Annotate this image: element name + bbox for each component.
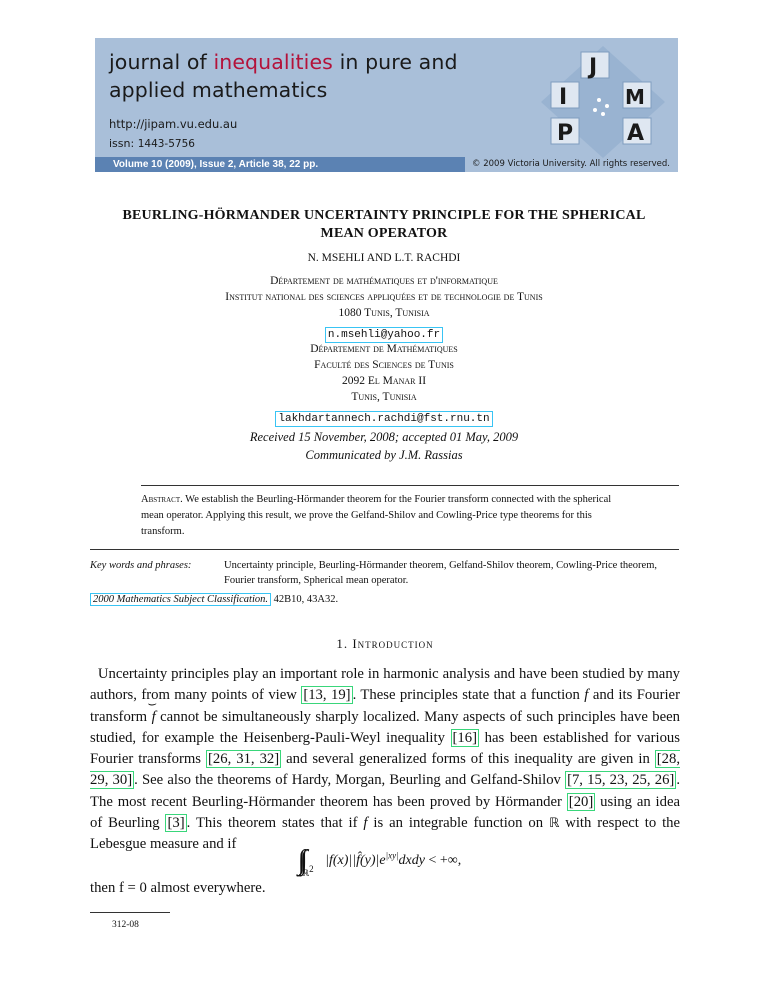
citation-link[interactable]: [3] bbox=[167, 815, 185, 832]
msc-link[interactable]: 2000 Mathematics Subject Classification. bbox=[90, 593, 271, 606]
abstract bbox=[141, 492, 631, 540]
affiliation-2-line: Département de Mathématiques bbox=[310, 343, 458, 355]
affiliation-2-line: Tunis, Tunisia bbox=[351, 391, 417, 403]
conclusion-line: then f = 0 almost everywhere. bbox=[90, 880, 266, 896]
citation-link[interactable]: [7, 15, 23, 25, 26] bbox=[567, 772, 675, 789]
jipam-logo bbox=[537, 44, 669, 160]
affiliation-1 bbox=[100, 273, 668, 343]
logo-letter-i: I bbox=[559, 85, 568, 110]
logo-letter-j: J bbox=[589, 55, 598, 80]
keywords-text: Uncertainty principle, Beurling-Hörmander theorem, Gelfand-Shilov theorem, Cowling-Price theorem, Fourier transform, Spherical mean operator. bbox=[224, 560, 657, 586]
journal-title-accent: inequalities bbox=[213, 50, 333, 74]
affiliation-2 bbox=[100, 341, 668, 427]
display-equation: $_{ℝ^2}$ $|f(x)||f̂(y)|e^{|xy|}dxdy$ < +∞, bbox=[302, 850, 462, 879]
volume-info: Volume 10 (2009), Issue 2, Article 38, 22 pp. bbox=[113, 159, 319, 170]
msc-codes: 42B10, 43A32. bbox=[273, 594, 339, 605]
keywords-label: Key words and phrases: bbox=[90, 560, 192, 571]
logo-letter-a: A bbox=[627, 121, 645, 146]
abstract-text: We establish the Beurling-Hörmander theorem for the Fourier transform connected with the spherical mean operator. Applying this result, we prove the Gelfand-Shilov and Cowling-Price type theorems for this transform. bbox=[141, 494, 612, 537]
citation-link[interactable]: [28, 29, 30] bbox=[90, 751, 681, 789]
footnote-rule bbox=[90, 912, 170, 913]
abstract-top-rule bbox=[141, 485, 679, 486]
introduction-paragraph: Uncertainty principles play an important role in harmonic analysis and have been studied by many authors, from many points of view [13, 19] . These principles state that a function f and its Fourier transform ⌢ f cannot be simultaneously sharply localized. Many aspects of such principles have been studied, for example the Heisenberg-Pauli-Weyl inequality [16] has been established for various Fourier transforms [26, 31, 32] and several generalized forms of this inequality are given in [28, 29, 30] . See also the theorems of Hardy, Morgan, Beurling and Gelfand-Shilov [7, 15, 23, 25, 26] . The most recent Beurling-Hörmander theorem has been proved by Hörmander [20] using an idea of Beurling [3] . This theorem states that if f is an integrable function on ℝ with respect to the Lebesgue measure and if bbox=[90, 664, 680, 856]
abstract-label: Abstract. bbox=[141, 494, 183, 505]
logo-letter-p: P bbox=[557, 121, 574, 146]
footnote-number: 312-08 bbox=[112, 920, 139, 930]
journal-url[interactable]: http://jipam.vu.edu.au bbox=[109, 117, 238, 131]
email-link-1[interactable]: n.msehli@yahoo.fr bbox=[325, 327, 443, 343]
journal-title: journal of inequalities in pure and applied mathematics bbox=[109, 50, 458, 102]
affiliation-1-line: 1080 Tunis, Tunisia bbox=[338, 307, 430, 319]
msc-classification bbox=[90, 593, 338, 606]
citation-link[interactable]: [26, 31, 32] bbox=[208, 751, 280, 768]
copyright-notice: © 2009 Victoria University. All rights reserved. bbox=[472, 159, 670, 169]
citation-link[interactable]: [16] bbox=[452, 729, 478, 746]
keywords bbox=[90, 558, 680, 586]
citation-link[interactable]: [13, 19] bbox=[303, 687, 351, 704]
affiliation-1-line: Institut national des sciences appliquées et de technologie de Tunis bbox=[225, 291, 543, 303]
keywords-rule bbox=[90, 549, 679, 550]
journal-issn: issn: 1443-5756 bbox=[109, 137, 195, 150]
logo-letter-m: M bbox=[625, 85, 645, 109]
author-list: N. MSEHLI AND L.T. RACHDI bbox=[307, 252, 461, 264]
section-heading: 1. Introduction bbox=[336, 636, 434, 651]
citation-link[interactable]: [20] bbox=[568, 793, 594, 810]
email-link-2[interactable]: lakhdartannech.rachdi@fst.rnu.tn bbox=[275, 411, 492, 427]
submission-dates bbox=[100, 428, 668, 464]
affiliation-2-line: 2092 El Manar II bbox=[341, 375, 427, 387]
section-title: Introduction bbox=[352, 636, 434, 651]
journal-banner bbox=[95, 38, 678, 172]
communicated-by: Communicated by J.M. Rassias bbox=[305, 448, 463, 462]
received-date: Received 15 November, 2008; accepted 01 May, 2009 bbox=[249, 430, 519, 444]
affiliation-2-line: Faculté des Sciences de Tunis bbox=[314, 359, 454, 371]
affiliation-1-line: Département de mathématiques et d'informatique bbox=[270, 275, 498, 287]
article-title: BEURLING-HÖRMANDER UNCERTAINTY PRINCIPLE FOR THE SPHERICAL MEAN OPERATOR bbox=[122, 208, 646, 241]
